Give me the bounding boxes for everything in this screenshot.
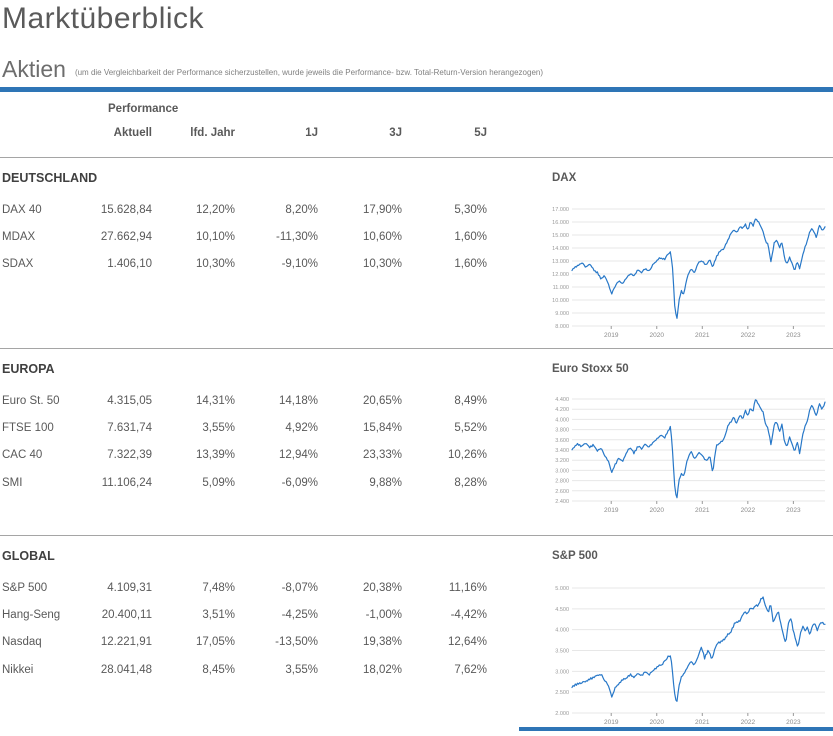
svg-text:2020: 2020 [649,719,664,726]
index-value: -6,09% [281,476,318,489]
index-value: 3,55% [202,421,235,434]
svg-text:17.000: 17.000 [552,207,569,213]
svg-text:2023: 2023 [786,332,801,338]
index-value: 5,09% [202,476,235,489]
svg-text:2.600: 2.600 [555,488,569,495]
svg-text:2.500: 2.500 [555,690,569,697]
table-column-headers [0,127,487,139]
index-value: -1,00% [365,608,402,621]
svg-text:2021: 2021 [695,507,710,514]
svg-text:3.400: 3.400 [555,448,569,454]
table-row [0,656,487,683]
svg-text:8.000: 8.000 [555,324,569,330]
index-value: 10,60% [362,230,402,243]
index-value: 19,38% [362,636,402,649]
index-value: 27.662,94 [100,230,152,243]
sp500-chart [546,536,827,726]
index-value: -4,25% [281,608,318,621]
svg-text:2.000: 2.000 [555,711,569,717]
table-row [0,469,487,496]
svg-text:2.800: 2.800 [555,478,569,485]
index-name: MDAX [2,230,36,243]
section-band-deutschland [0,157,833,348]
index-value: 3,51% [202,608,235,621]
index-value: 5,30% [454,203,487,216]
index-name: Euro St. 50 [2,394,60,407]
table-row [0,629,487,656]
index-value: 7,48% [202,581,235,594]
svg-text:11.000: 11.000 [552,285,569,291]
index-value: 8,49% [454,394,487,407]
sp500-line-chart [546,580,827,727]
page-title: Marktüberblick [2,2,205,35]
index-value: 20.400,11 [101,608,152,621]
svg-text:2023: 2023 [786,719,801,726]
index-name: FTSE 100 [2,421,54,434]
index-value: 9,88% [369,476,402,489]
chart-title: Euro Stoxx 50 [552,363,629,375]
index-value: 13,39% [195,449,235,462]
section-band-global [0,535,833,736]
index-value: 12.221,91 [100,636,152,649]
index-value: 7.631,74 [107,421,152,434]
index-value: 4.109,31 [107,581,152,594]
svg-text:2019: 2019 [603,507,619,514]
svg-text:4.000: 4.000 [555,417,569,424]
table-row [0,414,487,441]
table-row [0,574,487,601]
index-value: 15,84% [362,421,402,434]
index-name: CAC 40 [2,449,43,462]
index-name: Hang-Seng [2,608,61,621]
index-name: DAX 40 [2,203,42,216]
svg-text:13.000: 13.000 [552,259,569,265]
chart-title: DAX [552,172,577,184]
index-value: 4.315,05 [107,394,152,407]
performance-group-header: Performance [108,103,179,115]
index-value: 10,30% [362,258,402,271]
column-header-5j: 5J [474,127,487,139]
index-value: 12,94% [278,449,318,462]
index-value: 11,16% [448,581,487,594]
index-value: 5,52% [454,421,487,434]
dax-chart [546,158,827,338]
column-header-3j: 3J [389,127,402,139]
index-value: -13,50% [275,636,318,649]
svg-text:2020: 2020 [649,332,664,338]
index-value: 12,20% [195,203,235,216]
svg-text:2022: 2022 [740,332,756,338]
svg-text:2019: 2019 [603,332,619,338]
index-name: S&P 500 [2,581,48,594]
svg-text:4.000: 4.000 [555,627,569,634]
chart-title: S&P 500 [552,550,598,562]
svg-text:14.000: 14.000 [552,246,569,252]
svg-text:2023: 2023 [786,507,801,514]
section-note: (um die Vergleichbarkeit der Performance sicherzustellen, wurde jeweils die Performance- bzw. Total-Return-Version herangezogen) [74,68,544,77]
index-value: 3,55% [285,663,318,676]
svg-text:3.600: 3.600 [555,437,569,444]
section-name: DEUTSCHLAND [2,171,98,185]
index-table [0,196,487,278]
svg-text:9.000: 9.000 [555,311,569,317]
svg-text:4.400: 4.400 [555,397,569,403]
dax-line-chart [546,202,827,338]
index-value: -8,07% [281,581,318,594]
index-value: 7.322,39 [107,449,152,462]
index-table [0,387,487,496]
table-row [0,251,487,278]
table-row [0,387,487,414]
index-value: 15.628,84 [100,203,152,216]
index-name: Nikkei [2,663,34,676]
svg-text:2021: 2021 [695,719,710,726]
svg-text:3.800: 3.800 [555,427,569,434]
svg-text:2022: 2022 [740,507,756,514]
index-value: -11,30% [276,230,318,243]
accent-divider [0,87,833,92]
index-value: 11.106,24 [101,476,152,489]
table-row [0,601,487,628]
index-value: 20,38% [362,581,402,594]
table-row [0,223,487,250]
index-value: 8,20% [285,203,318,216]
section-title: Aktien [2,56,66,82]
column-header-1j: 1J [305,127,318,139]
index-table [0,574,487,683]
svg-text:10.000: 10.000 [552,298,569,304]
index-value: 1,60% [454,230,487,243]
index-value: 1.406,10 [107,258,152,271]
svg-text:3.000: 3.000 [555,669,569,676]
svg-text:2021: 2021 [695,332,710,338]
svg-text:2019: 2019 [603,719,619,726]
index-name: SMI [2,476,23,489]
svg-text:4.200: 4.200 [555,407,569,414]
column-header-aktuell: Aktuell [113,127,152,139]
euro-stoxx-line-chart [546,393,827,519]
svg-text:3.500: 3.500 [555,648,569,655]
table-row [0,442,487,469]
index-value: 7,62% [454,663,487,676]
bottom-accent-divider [519,727,833,731]
index-value: 4,92% [285,421,318,434]
index-value: 10,30% [195,258,235,271]
table-row [0,196,487,223]
svg-text:2022: 2022 [740,719,756,726]
index-value: 12,64% [447,636,487,649]
index-value: 28.041,48 [100,663,152,676]
svg-text:12.000: 12.000 [552,272,569,278]
svg-text:4.500: 4.500 [555,606,569,613]
index-value: -9,10% [281,258,318,271]
section-name: GLOBAL [2,549,55,563]
svg-text:3.200: 3.200 [555,458,569,465]
index-value: 18,02% [362,663,402,676]
column-header-spacer [0,127,70,139]
index-value: 20,65% [362,394,402,407]
index-value: 14,31% [195,394,235,407]
index-value: 8,45% [202,663,235,676]
svg-text:5.000: 5.000 [555,586,569,592]
column-header-lfd-jahr: lfd. Jahr [190,127,235,139]
index-value: 23,33% [362,449,402,462]
index-value: -4,42% [450,608,487,621]
index-value: 8,28% [454,476,487,489]
index-name: SDAX [2,258,34,271]
svg-text:16.000: 16.000 [552,220,569,226]
section-name: EUROPA [2,362,55,376]
section-band-europa [0,348,833,535]
index-value: 17,90% [362,203,402,216]
svg-text:3.000: 3.000 [555,468,569,475]
index-name: Nasdaq [2,636,42,649]
section-header [2,56,543,83]
svg-text:15.000: 15.000 [552,233,569,239]
index-value: 1,60% [454,258,487,271]
index-value: 10,10% [195,230,235,243]
svg-text:2.400: 2.400 [555,499,569,505]
index-value: 14,18% [278,394,318,407]
index-value: 10,26% [447,449,487,462]
euro-stoxx-chart [546,349,827,514]
index-value: 17,05% [195,636,235,649]
svg-text:2020: 2020 [649,507,664,514]
